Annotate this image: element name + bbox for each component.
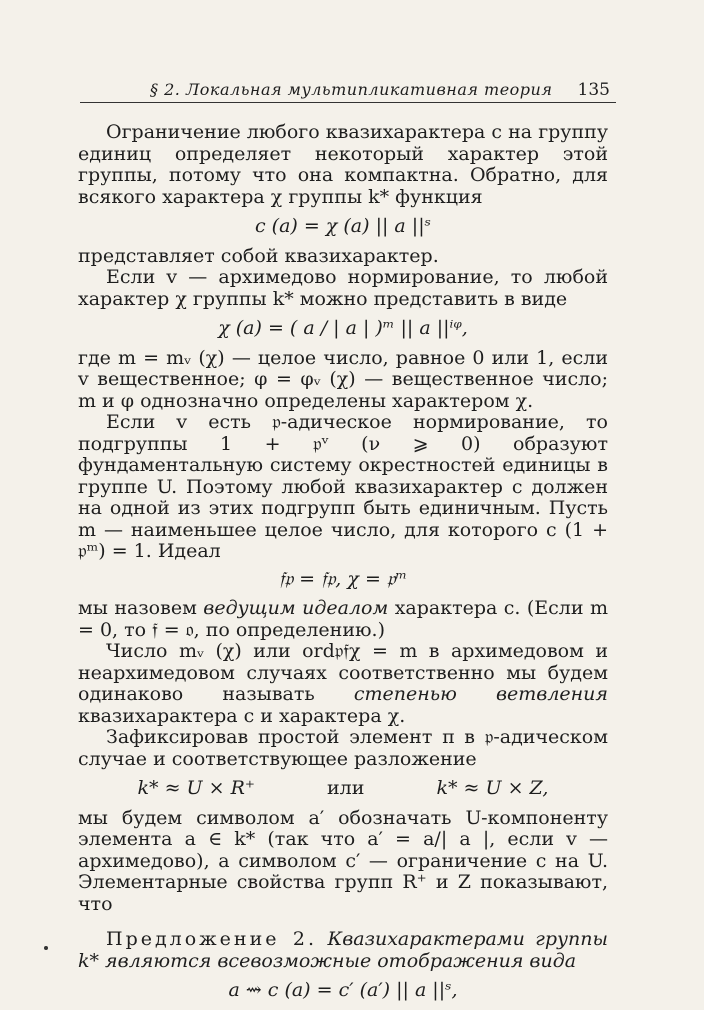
paragraph-3-continuation xyxy=(78,598,608,641)
page-number: 135 xyxy=(577,80,610,100)
paragraph-1-continuation: представляет собой квазихарактер. xyxy=(78,244,439,267)
ramification-term: степенью ветвления xyxy=(353,683,609,705)
margin-dot xyxy=(44,946,48,950)
formula-proposition: a ⇝ c (a) = c′ (a′) || a ||ˢ, xyxy=(228,979,458,1001)
proposition-2 xyxy=(78,929,608,972)
decomposition-nonarchimedean: k* ≈ U × Z, xyxy=(436,777,549,799)
paragraph-2: Если v — архимедово нормирование, то любой характер χ группы k* можно представить в виде xyxy=(78,266,608,310)
ramification-text-after: квазихарактера c и характера χ. xyxy=(78,704,406,727)
running-header xyxy=(80,74,616,103)
proposition-label: Предложение 2. xyxy=(106,928,318,950)
formula-decomposition xyxy=(78,778,608,800)
paragraph-4 xyxy=(78,641,608,727)
paragraph-5-continuation: мы будем символом a′ обозначать U-компоненту элемента a ∈ k* (так что a′ = a/| a |, если v — архимедово), а символом c′ — ограничение c на U. Элементарные свойства групп R⁺ и Z показывают, что xyxy=(78,806,608,915)
paragraph-2-continuation: где m = mᵥ (χ) — целое число, равное 0 или 1, если v вещественное; φ = φᵥ (χ) — вещественное число; m и φ однозначно определены характером χ. xyxy=(78,346,608,412)
decomposition-or: или xyxy=(327,777,365,799)
formula-conductor: 𝔣𝔭 = 𝔣𝔭, χ = 𝔭ᵐ xyxy=(278,567,408,590)
paragraph-1: Ограничение любого квазихарактера c на группу единиц определяет некоторый характер этой группы, потому что она компактна. Обратно, для всякого характера χ группы k* функция xyxy=(78,121,608,208)
conductor-text-before: мы назовем xyxy=(78,597,197,619)
main-text xyxy=(78,122,608,1010)
running-title: § 2. Локальная мультипликативная теория xyxy=(150,80,553,99)
paragraph-5: Зафиксировав простой элемент π в 𝔭-адическом случае и соответствующее разложение xyxy=(78,726,608,770)
conductor-term: ведущим идеалом xyxy=(203,597,389,619)
ramification-text-before: Число mᵥ (χ) или ord𝔭𝔣χ = m в архимедовом и неархимедовом случаях соответственно мы будем одинаково называть xyxy=(78,640,608,705)
decomposition-archimedean: k* ≈ U × R⁺ xyxy=(137,777,255,799)
formula-quasicharacter: c (a) = χ (a) || a ||ˢ xyxy=(255,215,431,237)
proposition-text: Квазихарактерами группы k* являются всевозможные отображения вида xyxy=(78,928,608,972)
formula-archimedean-character: χ (a) = ( a / | a | )ᵐ || a ||ⁱᵠ, xyxy=(218,317,468,339)
conductor-text-after: характера c. (Если m = 0, то 𝔣 = 𝔬, по определению.) xyxy=(78,597,608,641)
paragraph-3: Если v есть 𝔭-адическое нормирование, то подгруппы 1 + 𝔭ᵛ (ν ⩾ 0) образуют фундаментальную систему окрестностей единицы в группе U. Поэтому любой квазихарактер c должен на одной из этих подгрупп быть единичным. Пусть m — наименьшее целое число, для которого c (1 + 𝔭ᵐ) = 1. Идеал xyxy=(78,411,608,562)
